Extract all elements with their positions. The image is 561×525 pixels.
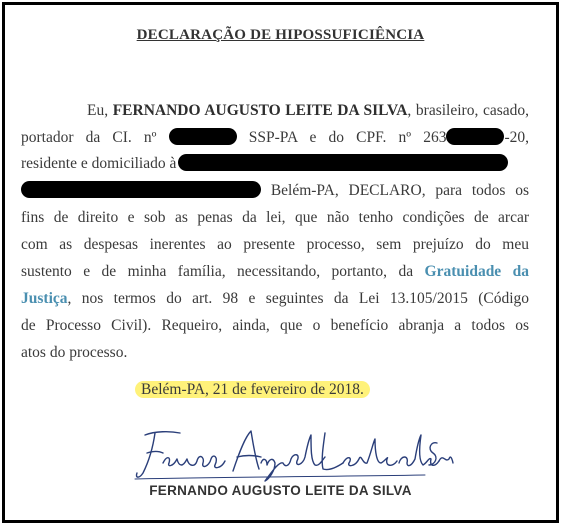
paragraph-line-5: fins de direito e sob as penas da lei, que não tenho condições de arcar [21,209,529,226]
document-frame [2,2,559,523]
document-title: DECLARAÇÃO DE HIPOSSUFICIÊNCIA [136,27,425,43]
paragraph-line-3: residente e domiciliado à [21,154,508,174]
paragraph-line-9: de Processo Civil). Requeiro, ainda, que o benefício abranja a todos os [21,317,529,334]
redaction-bar [169,128,237,145]
redaction-bar [21,181,261,198]
paragraph-line-8: Justiça, nos termos do art. 98 e seguintes da Lei 13.105/2015 (Código [21,290,529,307]
paragraph-line-6: com as despesas inerentes ao presente processo, sem prejuízo do meu [21,236,529,253]
redaction-bar [446,128,504,145]
paragraph-line-1: Eu, FERNANDO AUGUSTO LEITE DA SILVA, brasileiro, casado, [87,102,529,119]
highlighted-date: Belém-PA, 21 de fevereiro de 2018. [135,381,370,398]
paragraph-line-4: Belém-PA, DECLARO, para todos os [21,181,529,201]
paragraph-line-2: portador da CI. nº SSP-PA e do CPF. nº 263 -20, [21,129,529,146]
paragraph-line-7: sustento e de minha família, necessitando, portanto, da Gratuidade da [21,263,529,280]
declarant-name: FERNANDO AUGUSTO LEITE DA SILVA [112,102,408,119]
justica-term: Justiça [21,290,68,307]
signer-name: FERNANDO AUGUSTO LEITE DA SILVA [149,483,412,498]
handwritten-signature [125,423,455,485]
paragraph-line-10: atos do processo. [21,344,128,361]
place-date [135,380,370,400]
gratuidade-term: Gratuidade da [424,263,529,280]
redaction-bar [178,154,508,171]
